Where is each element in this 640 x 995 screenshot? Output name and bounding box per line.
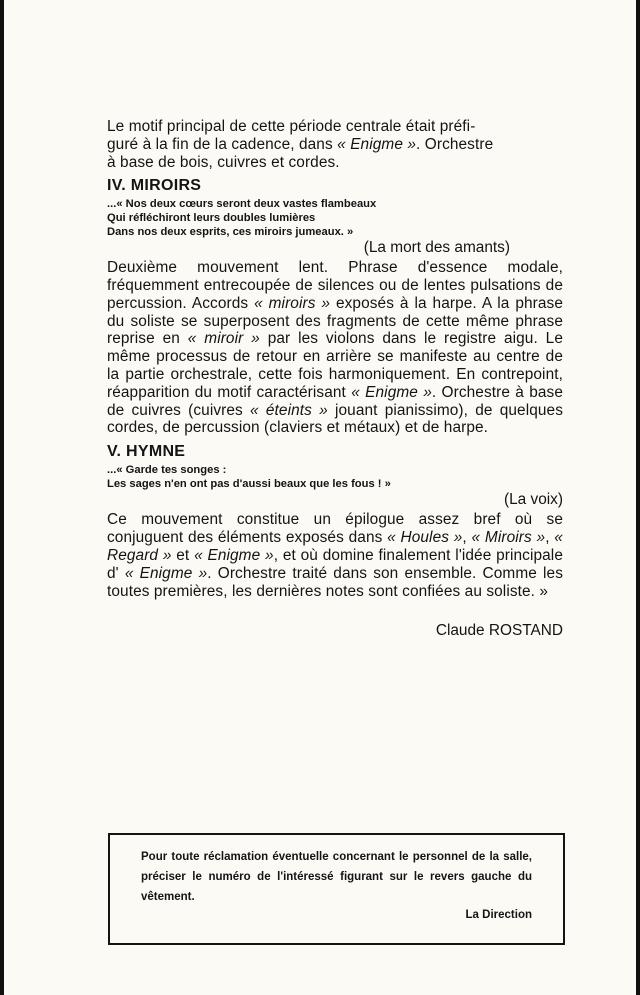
notice-text: Pour toute réclamation éventuelle concernant le personnel de la salle, préciser le numéro de l'intéressé figurant sur le revers gauche du vêtement. — [141, 851, 532, 903]
miroirs-paragraph — [107, 259, 563, 437]
quote-line: Qui réfléchiront leurs doubles lumières — [107, 211, 316, 224]
hymne-italic: « Regard » — [107, 529, 563, 564]
intro-enigme: « Enigme » — [337, 135, 417, 153]
hymne-italic: « Houles » — [387, 529, 463, 547]
program-notes — [107, 118, 563, 640]
intro-text: guré à la fin de la cadence, dans — [107, 135, 338, 153]
hymne-text: et — [171, 546, 195, 564]
intro-line-3: à base de bois, cuivres et cordes. — [107, 153, 340, 171]
quote-line: Dans nos deux esprits, ces miroirs jumeaux. » — [107, 225, 354, 238]
notice-box — [108, 833, 565, 945]
page-edge-right — [636, 0, 640, 995]
miroirs-text: exposés à la harpe. A la phrase du soliste se superposent des fragments de cette même phrase reprise en — [107, 294, 563, 348]
page-edge-left — [0, 0, 4, 995]
miroirs-italic: « éteints » — [250, 401, 328, 419]
quote-attribution-hymne: (La voix) — [503, 491, 563, 509]
poem-quote-miroirs — [107, 198, 563, 239]
quote-line: ...« Garde tes songes : — [107, 464, 227, 477]
miroirs-italic: « miroir » — [187, 330, 260, 348]
hymne-text: Ce mouvement constitue un épilogue assez bref où se conjuguent des éléments exposés dans — [107, 511, 563, 547]
intro-paragraph — [107, 118, 563, 171]
quote-line: ...« Nos deux cœurs seront deux vastes flambeaux — [107, 198, 377, 211]
hymne-text: , — [545, 529, 555, 547]
miroirs-text: jouant pianissimo), de quelques cordes, de percussion (claviers et métaux) et de harpe. — [107, 401, 564, 437]
hymne-italic: « Enigme » — [194, 546, 274, 564]
quote-attribution-miroirs: (La mort des amants) — [363, 239, 510, 257]
hymne-text: , et où domine finalement l'idée principale d' — [107, 546, 563, 582]
hymne-text: . Orchestre traité dans son ensemble. Comme les toutes premières, les dernières notes sont confiées au soliste. » — [107, 564, 564, 600]
miroirs-text: par les violons dans le registre aigu. Le même processus de retour en arrière se manifeste au centre de la partie orchestrale, cette fois harmoniquement. En contrepoint, réapparition du motif caractérisant — [107, 330, 563, 401]
quote-line: Les sages n'en ont pas d'aussi beaux que les fous ! » — [107, 477, 391, 490]
intro-line-1: Le motif principal de cette période centrale était préfi- — [107, 118, 476, 135]
hymne-paragraph — [107, 511, 563, 600]
miroirs-italic: « Enigme » — [351, 383, 432, 401]
section-title-miroirs: IV. MIROIRS — [107, 177, 202, 195]
miroirs-italic: « miroirs » — [254, 294, 331, 312]
poem-quote-hymne — [107, 464, 563, 491]
miroirs-text: . Orchestre à base de cuivres (cuivres — [107, 383, 564, 419]
hymne-italic: « Miroirs » — [471, 529, 546, 547]
intro-text-2: . Orchestre — [416, 135, 494, 153]
hymne-italic: « Enigme » — [124, 564, 208, 582]
notice-signature: La Direction — [465, 909, 532, 921]
hymne-text: , — [462, 529, 472, 547]
author-signature: Claude ROSTAND — [435, 622, 563, 640]
miroirs-text: Deuxième mouvement lent. Phrase d'essence modale, fréquemment entrecoupée de silences ou de lentes pulsations de percussion. Accords — [107, 259, 563, 312]
section-title-hymne: V. HYMNE — [107, 443, 186, 461]
